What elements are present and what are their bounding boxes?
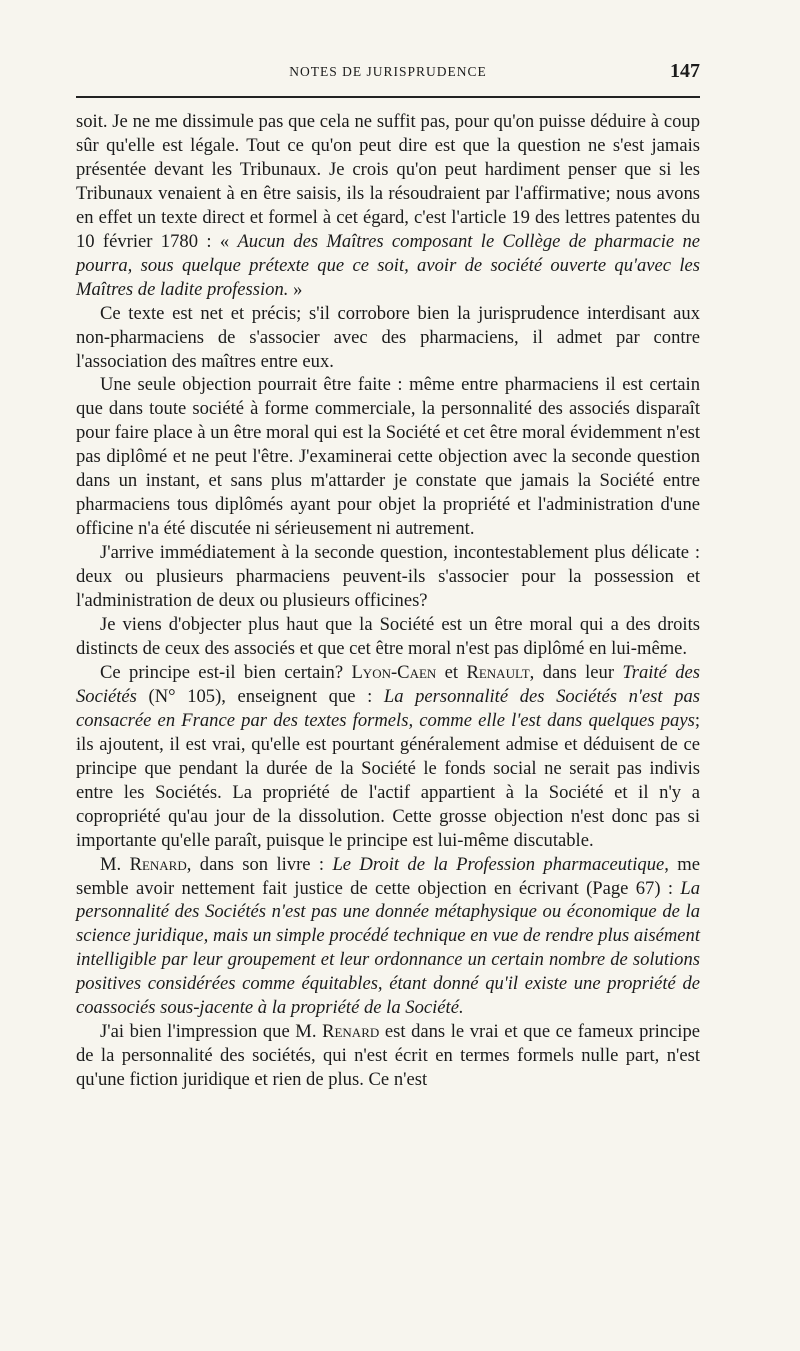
paragraph (76, 1020, 700, 1092)
text-run: , dans son livre : (186, 853, 333, 875)
body-text (76, 110, 700, 1092)
paragraph (76, 302, 700, 374)
italic-text: Traité des Sociétés (76, 661, 700, 707)
text-run: , me semble avoir nettement fait justice de cette objection en écrivant (Page 67) : (76, 853, 700, 899)
author-name: Lyon-Caen (351, 661, 437, 683)
text-run: J'arrive immédiatement à la seconde question, incontestablement plus délicate : deux ou plusieurs pharmaciens peuvent-ils s'associer pour la possession et l'administration de deux ou plusieurs officines? (76, 542, 700, 612)
italic-text: La personnalité des Sociétés n'est pas une donnée métaphysique ou économique de la science juridique, mais un simple procédé technique en vue de rendre plus aisément intelligible par leur groupement et leur ordonnance un certain nombre de solutions positives considérées comme équitables, étant donné qu'il existe une propriété de coassociés sous-jacente à la propriété de la Société. (76, 877, 700, 1019)
paragraph (76, 541, 700, 613)
running-title: NOTES DE JURISPRUDENCE (289, 64, 487, 79)
paragraph (76, 373, 700, 541)
text-run: Je viens d'objecter plus haut que la Société est un être moral qui a des droits distincts de ceux des associés et que cet être moral n'est pas diplômé en lui-même. (76, 614, 700, 659)
italic-text: Aucun des Maîtres composant le Collège de pharmacie ne pourra, sous quelque prétexte que ce soit, avoir de société ouverte qu'avec les Maîtres de ladite profession. (76, 230, 700, 300)
text-run: ; ils ajoutent, il est vrai, qu'elle est pourtant généralement admise et déduisent de ce principe que pendant la durée de la Société le fonds social ne serait pas indivis entre les Sociétés. La propriété de l'actif appartient à la Société et il n'y a copropriété qu'au jour de la dissolution. Cette grosse objection n'est donc pas si importante qu'elle paraît, puisque le principe est lui-même discutable. (76, 709, 700, 851)
author-name: Renard (129, 853, 187, 875)
text-run: » (288, 278, 303, 300)
text-run: J'ai bien l'impression que M. (100, 1021, 323, 1043)
author-name: Renault (466, 661, 530, 683)
text-run: Ce principe est-il bien certain? (100, 661, 352, 683)
text-run: (N° 105), enseignent que : (136, 685, 384, 707)
text-run: Une seule objection pourrait être faite : même entre pharmaciens il est certain que dans toute société à forme commerciale, la personnalité des associés disparaît pour faire place à un être moral qui est la Société et cet être moral évidemment n'est pas diplômé et ne peut l'être. J'examinerai cette objection avec la seconde question dans un instant, et sans plus m'attarder je constate que jamais la Société entre pharmaciens tous diplômés ayant pour objet la propriété et l'administration d'une officine n'a été discutée ni sérieusement ni autrement. (76, 374, 700, 540)
italic-text: La personnalité des Sociétés n'est pas consacrée en France par des textes formels, comme elle l'est dans quelques pays (76, 685, 700, 731)
text-run: soit. Je ne me dissimule pas que cela ne suffit pas, pour qu'on puisse déduire à coup sûr qu'elle est légale. Tout ce qu'on peut dire est que la question ne s'est jamais présentée devant les Tribunaux. Je crois qu'on peut hardiment penser que si les Tribunaux venaient à en être saisis, ils la résoudraient par l'affirmative; nous avons en effet un texte direct et formel à cet égard, c'est l'article 19 des lettres patentes du 10 février 1780 : « (76, 111, 700, 252)
text-run: et (436, 661, 467, 683)
italic-text: Le Droit de la Profession pharmaceutique (332, 853, 665, 875)
paragraph (76, 110, 700, 302)
paragraph (76, 853, 700, 1021)
header-rule (76, 96, 700, 98)
page-number: 147 (670, 60, 700, 82)
text-run: est dans le vrai et que ce fameux principe de la personnalité des sociétés, qui n'est écrit en termes formels nulle part, n'est qu'une fiction juridique et rien de plus. Ce n'est (76, 1021, 700, 1091)
page-header (76, 62, 700, 88)
paragraph (76, 661, 700, 853)
text-run: Ce texte est net et précis; s'il corrobore bien la jurisprudence interdisant aux non-pharmaciens de s'associer avec des pharmaciens, il admet par contre l'association des maîtres entre eux. (76, 302, 700, 372)
text-run: M. (100, 853, 130, 875)
author-name: Renard (322, 1021, 380, 1043)
paragraph (76, 613, 700, 661)
text-run: , dans leur (529, 661, 623, 683)
